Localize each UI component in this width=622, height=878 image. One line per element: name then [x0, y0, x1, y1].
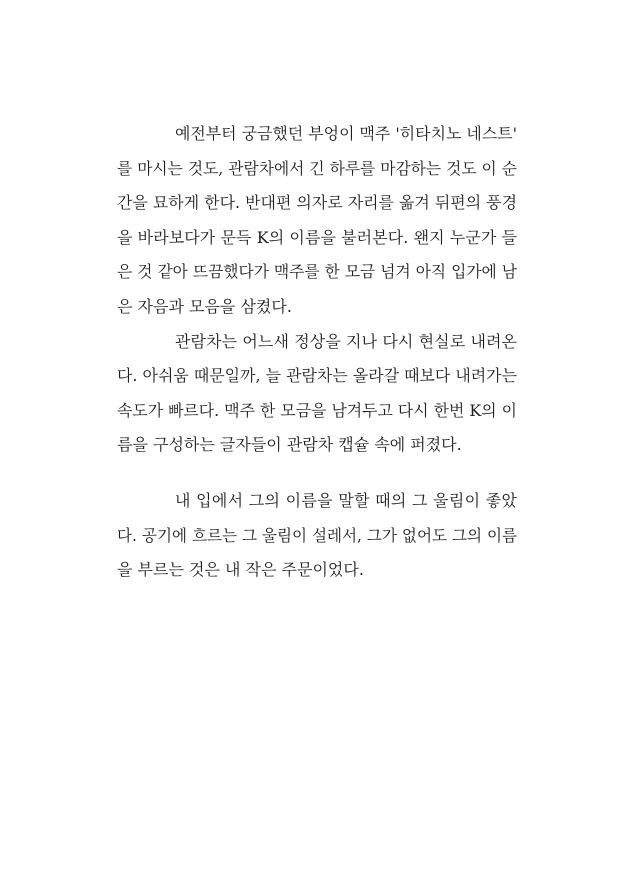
- text-line: 다. 아쉬움 때문일까, 늘 관람차는 올라갈 때보다 내려가는: [117, 366, 517, 386]
- paragraph-2: [117, 325, 517, 463]
- text-line: 름을 구성하는 글자들이 관람차 캡슐 속에 퍼졌다.: [117, 435, 462, 455]
- text-line: 속도가 빠르다. 맥주 한 모금을 남겨두고 다시 한번 K의 이: [117, 400, 517, 420]
- text-line: 을 바라보다가 문득 K의 이름을 불러본다. 왠지 누군가 들: [117, 227, 517, 247]
- text-block-lower: [117, 484, 517, 588]
- text-line: 다. 공기에 흐르는 그 울림이 설레서, 그가 없어도 그의 이름: [117, 525, 517, 545]
- text-line: 간을 묘하게 한다. 반대편 의자로 자리를 옮겨 뒤편의 풍경: [117, 193, 517, 213]
- text-line: 예전부터 궁금했던 부엉이 맥주 '히타치노 네스트': [175, 124, 517, 143]
- paragraph-1: [117, 117, 517, 325]
- text-line: 을 부르는 것은 내 작은 주문이었다.: [117, 560, 364, 580]
- paragraph-3: [117, 484, 517, 588]
- text-block-upper: [117, 117, 517, 463]
- text-line: 내 입에서 그의 이름을 말할 때의 그 울림이 좋았: [175, 491, 517, 510]
- text-line: 은 것 같아 뜨끔했다가 맥주를 한 모금 넘겨 아직 입가에 남: [117, 262, 517, 282]
- text-line: 를 마시는 것도, 관람차에서 긴 하루를 마감하는 것도 이 순: [117, 158, 517, 178]
- text-line: 관람차는 어느새 정상을 지나 다시 현실로 내려온: [175, 331, 517, 351]
- text-line: 은 자음과 모음을 삼켰다.: [117, 296, 292, 316]
